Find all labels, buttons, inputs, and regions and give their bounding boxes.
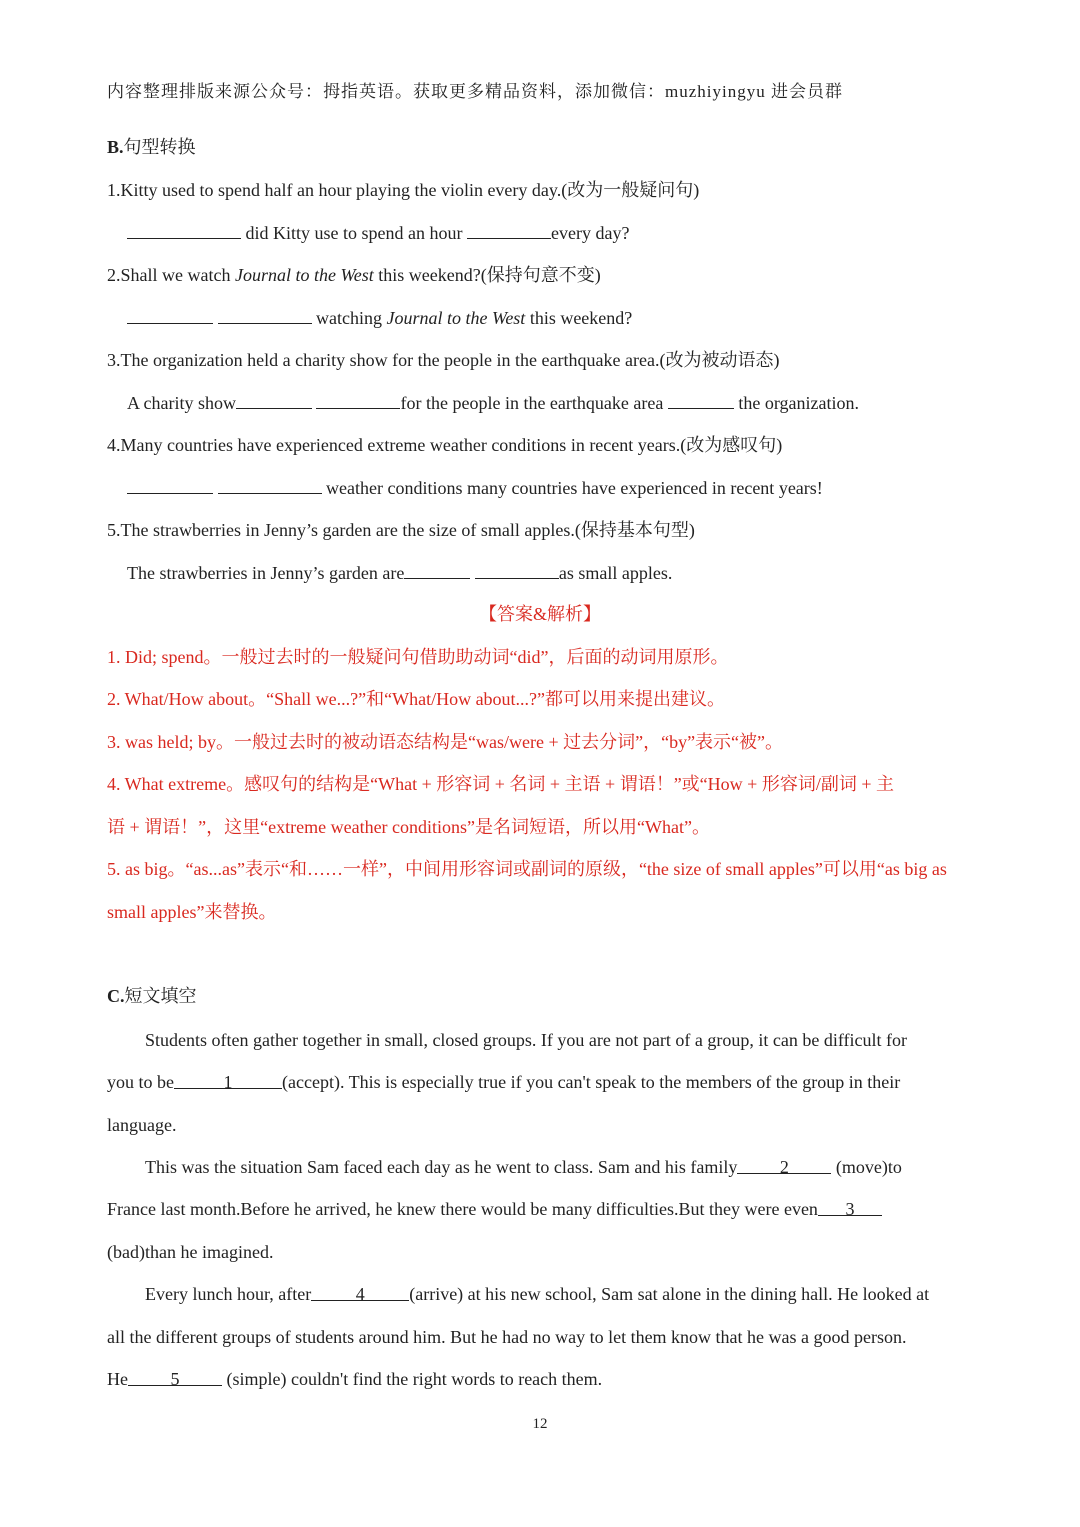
p2-text-c: France last month.Before he arrived, he knew there would be many difficulties.But they were even [107, 1199, 818, 1219]
blank-5[interactable]: 5 [128, 1367, 222, 1386]
passage-p3-line-1 [145, 1282, 984, 1306]
section-c-title [107, 984, 984, 1008]
q4-text: weather conditions many countries have experienced in recent years! [326, 478, 823, 498]
blank-4[interactable]: 4 [311, 1282, 409, 1301]
q2-text-a: 2.Shall we watch [107, 265, 235, 285]
q2-text-b: this weekend?(保持句意不变) [373, 265, 601, 285]
q2-ans-italic: Journal to the West [386, 308, 526, 328]
blank[interactable] [467, 220, 551, 239]
passage-p2-line-3: (bad)than he imagined. [107, 1242, 274, 1262]
q5-text-a: The strawberries in Jenny’s garden are [127, 563, 405, 583]
q3-text-b: for the people in the earthquake area [400, 393, 664, 413]
section-c-title-text: 短文填空 [124, 986, 197, 1006]
q1-text-a: did Kitty use to spend an hour [245, 223, 463, 243]
blank-1[interactable]: 1 [174, 1070, 282, 1089]
question-3-answer-line [127, 390, 984, 415]
section-c-letter: C. [107, 986, 125, 1006]
p3-text-a: Every lunch hour, after [145, 1284, 312, 1304]
p2-text-b: (move)to [835, 1157, 902, 1177]
question-2 [107, 263, 984, 287]
question-1-answer-line [127, 220, 984, 245]
question-2-answer-line [127, 305, 984, 330]
page-header: 内容整理排版来源公众号：拇指英语。获取更多精品资料，添加微信：muzhiyingyu 进会员群 [107, 82, 843, 101]
blank[interactable] [127, 475, 213, 494]
question-5: 5.The strawberries in Jenny’s garden are the size of small apples.(保持基本句型) [107, 520, 695, 540]
blank[interactable] [236, 390, 312, 409]
section-b-title [107, 135, 984, 159]
answers-heading: 【答案&解析】 [478, 604, 601, 624]
blank-3[interactable]: 3 [818, 1197, 882, 1216]
question-4-answer-line [127, 475, 984, 500]
p3-text-b: (arrive) at his new school, Sam sat alone in the dining hall. He looked at [409, 1284, 930, 1304]
answer-5-line-1: 5. as big。“as...as”表示“和……一样”，中间用形容词或副词的原级，“the size of small apples”可以用“as big as [107, 859, 947, 879]
passage-p1-line-2 [107, 1070, 984, 1094]
q1-text-b: every day? [550, 223, 630, 243]
passage-p1-line-3: language. [107, 1115, 177, 1135]
passage-p2-line-2 [107, 1197, 984, 1221]
answer-4-line-1: 4. What extreme。感叹句的结构是“What + 形容词 + 名词 + 主语 + 谓语！”或“How + 形容词/副词 + 主 [107, 774, 894, 794]
blank[interactable] [127, 220, 241, 239]
blank[interactable] [668, 390, 734, 409]
answer-5-line-2: small apples”来替换。 [107, 902, 277, 922]
question-3: 3.The organization held a charity show for the people in the earthquake area.(改为被动语态) [107, 350, 780, 370]
blank-2[interactable]: 2 [737, 1155, 831, 1174]
passage-p3-line-3 [107, 1367, 984, 1391]
blank[interactable] [218, 305, 312, 324]
answer-1: 1. Did; spend。一般过去时的一般疑问句借助助动词“did”，后面的动词用原形。 [107, 647, 729, 667]
blank[interactable] [404, 560, 470, 579]
blank[interactable] [316, 390, 400, 409]
passage-p1-line-1: Students often gather together in small, closed groups. If you are not part of a group, it can be difficult for [145, 1030, 907, 1050]
p3-text-d: (simple) couldn't find the right words to reach them. [226, 1369, 603, 1389]
question-4: 4.Many countries have experienced extreme weather conditions in recent years.(改为感叹句) [107, 435, 783, 455]
q5-text-b: as small apples. [558, 563, 673, 583]
answer-3: 3. was held; by。一般过去时的被动语态结构是“was/were + 过去分词”，“by”表示“被”。 [107, 732, 784, 752]
blank[interactable] [127, 305, 213, 324]
page-number: 12 [532, 1416, 548, 1432]
q2-ans-text-b: this weekend? [525, 308, 633, 328]
answer-2: 2. What/How about。“Shall we...?”和“What/How about...?”都可以用来提出建议。 [107, 689, 726, 709]
p1-text-b: (accept). This is especially true if you can't speak to the members of the group in their [282, 1072, 901, 1092]
q2-title-italic: Journal to the West [234, 265, 374, 285]
passage-p2-line-1 [145, 1155, 984, 1179]
question-1: 1.Kitty used to spend half an hour playing the violin every day.(改为一般疑问句) [107, 180, 700, 200]
answer-4-line-2: 语 + 谓语！”，这里“extreme weather conditions”是名词短语，所以用“What”。 [107, 817, 710, 837]
question-5-answer-line [127, 560, 984, 585]
blank[interactable] [475, 560, 559, 579]
blank[interactable] [218, 475, 322, 494]
p1-text-a: you to be [107, 1072, 174, 1092]
section-b-title-text: 句型转换 [123, 137, 196, 157]
q3-text-a: A charity show [127, 393, 236, 413]
q2-ans-text-a: watching [316, 308, 387, 328]
q3-text-c: the organization. [738, 393, 859, 413]
p2-text-a: This was the situation Sam faced each day as he went to class. Sam and his family [145, 1157, 738, 1177]
p3-text-c: He [107, 1369, 128, 1389]
passage-p3-line-2: all the different groups of students around him. But he had no way to let them know that he was a good person. [107, 1327, 907, 1347]
section-b-letter: B. [107, 137, 124, 157]
